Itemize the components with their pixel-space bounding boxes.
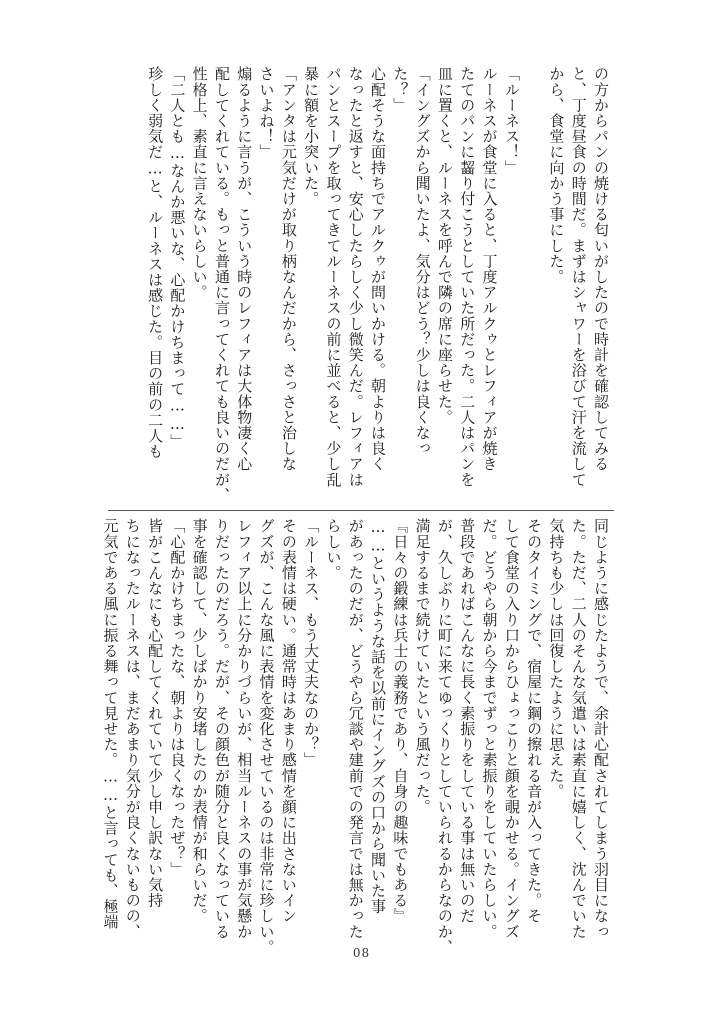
text-line: らしい。 xyxy=(324,518,343,581)
text-line: 皿に置くと、ルーネスを呼んで隣の席に座らせた。 xyxy=(435,66,454,425)
text-line: から、食堂に向かう事にした。 xyxy=(547,66,566,285)
text-line: と、丁度昼食の時間だ。まずはシャワーを浴びて汗を流して xyxy=(569,66,588,488)
text-line: 配してくれている。もっと普通に言ってくれても良いのだが、 xyxy=(212,66,231,503)
text-line: た。ただ、二人のそんな気遣いは素直に嬉しく、沈んでいた xyxy=(569,518,588,940)
text-line: 満足するまで続けていたという風だった。 xyxy=(413,518,432,815)
text-line: 暴に額を小突いた。 xyxy=(302,66,321,207)
text-line: なったと返すと、安心したらしく少し微笑んだ。レフィアは xyxy=(346,66,365,488)
text-line: た？」 xyxy=(391,66,410,113)
text-line: 性格上、素直に言えないらしい。 xyxy=(190,66,209,300)
text-line: 煽るように言うが、こういう時のレフィアは大体物凄く心 xyxy=(235,66,254,472)
text-line: レフィア以上に分かりづらいが、相当ルーネスの事が気懸か xyxy=(235,518,254,940)
text-line: ルーネスが食堂に入ると、丁度アルクゥとレフィアが焼き xyxy=(480,66,499,472)
text-line: 「ルーネス、もう大丈夫なのか？」 xyxy=(302,518,321,768)
text-line: 「イングズから聞いたよ、気分はどう？少しは良くなっ xyxy=(413,66,432,456)
text-line: の方からパンの焼ける匂いがしたので時計を確認してみる xyxy=(592,66,610,472)
text-line: パンとスープを取ってきてルーネスの前に並べると、少し乱 xyxy=(324,66,343,488)
text-line: ちになったルーネスは、まだあまり気分が良くないものの、 xyxy=(123,518,142,940)
text-line: 「ルーネス！」 xyxy=(502,66,521,176)
text-line: 「二人とも…なんか悪いな、心配かけちまって……」 xyxy=(168,66,187,450)
text-line: グズが、こんな風に表情を変化させているのは非常に珍しい。 xyxy=(257,518,276,955)
text-line: 『日々の鍛練は兵士の義務であり、自身の趣味でもある』 xyxy=(391,518,410,924)
text-line: たてのパンに齧り付こうとしていた所だった。二人はパンを xyxy=(458,66,477,488)
text-line: ……というような話を以前にイングズの口から聞いた事 xyxy=(369,518,388,914)
text-line: 気持ちも少しは回復したように思えた。 xyxy=(547,518,566,799)
text-line: 「アンタは元気だけが取り柄なんだから、さっさと治しな xyxy=(279,66,298,472)
upper-text-block xyxy=(108,66,612,506)
text-line: さいよね！」 xyxy=(257,66,276,160)
text-line: 普段であればこんなに長く素振りをしている事は無いのだ xyxy=(458,518,477,924)
text-line: 同じように感じたようで、余計心配されてしまう羽目になっ xyxy=(592,518,610,940)
section-divider xyxy=(108,510,614,511)
text-line: 元気である風に振る舞って見せた。……と言っても、極端 xyxy=(101,518,120,930)
text-line: りだったのだろう。だが、その顔色が随分と良くなっている xyxy=(212,518,231,940)
text-line: が、久しぶりに町に来てゆっくりとしていられるからなのか、 xyxy=(435,518,454,955)
text-line: 「心配かけちまったな、朝よりは良くなったぜ？」 xyxy=(168,518,187,877)
text-line: 皆がこんなにも心配してくれていて少し申し訳ない気持 xyxy=(146,518,165,908)
text-line: 事を確認して、少しばかり安堵したのか表情が和らいだ。 xyxy=(190,518,209,924)
page-number: 08 xyxy=(352,946,371,960)
text-line: 心配そうな面持ちでアルクゥが問いかける。朝よりは良く xyxy=(369,66,388,472)
text-line: その表情は硬い。通常時はあまり感情を顔に出さないイン xyxy=(279,518,298,924)
blank-line xyxy=(523,66,545,506)
lower-text-block xyxy=(101,518,612,958)
text-line: があったのだが、どうやら冗談や建前での発言では無かった xyxy=(346,518,365,940)
text-line: そのタイミングで、宿屋に鋼の擦れる音が入ってきた。そ xyxy=(525,518,544,924)
text-line: だ。どうやら朝から今までずっと素振りをしていたらしい。 xyxy=(480,518,499,940)
text-line: 珍しく弱気だ…と、ルーネスは感じた。目の前の二人も xyxy=(146,66,165,459)
text-line: して食堂の入り口からひょっこりと顔を覗かせる。イングズ xyxy=(502,518,521,940)
